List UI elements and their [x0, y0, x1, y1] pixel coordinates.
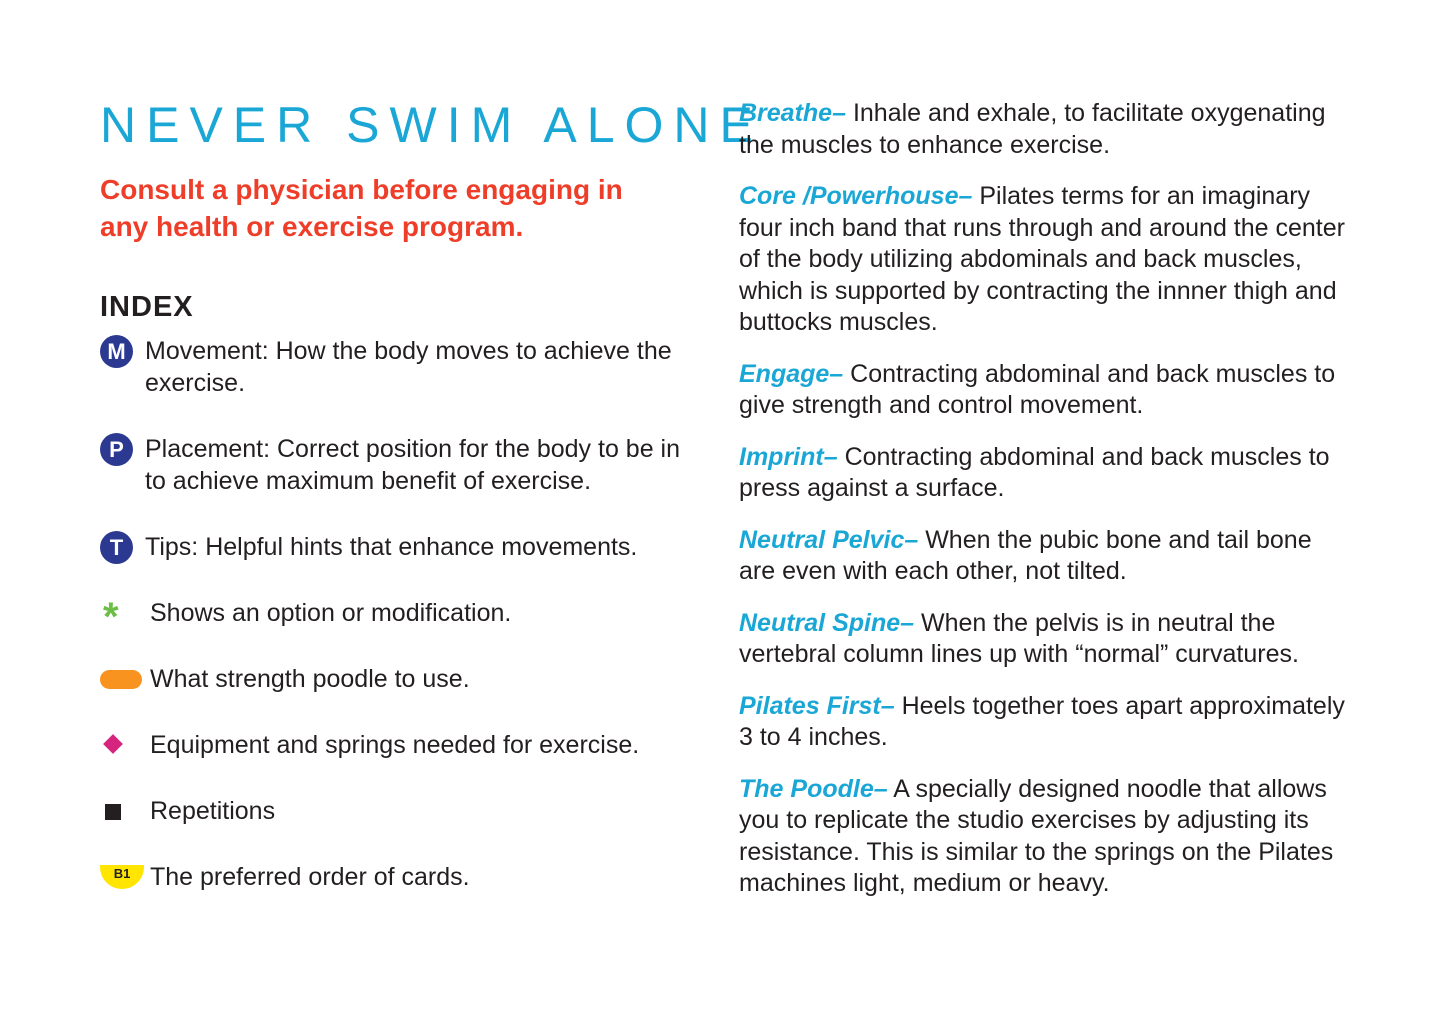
black-square-icon [105, 804, 121, 820]
index-item-label: Tips: Helpful hints that enhance movements. [145, 533, 638, 561]
index-item-label: Repetitions [150, 797, 276, 825]
tips-circle-icon: T [100, 531, 133, 564]
page-title: NEVER SWIM ALONE [100, 97, 763, 153]
glossary-entry [739, 181, 1349, 339]
index-item-label: What strength poodle to use. [150, 665, 470, 693]
glossary-entry [739, 691, 1349, 754]
glossary-term: Engage– [739, 359, 844, 388]
glossary-definition: Pilates terms for an imaginary four inch band that runs through and around the center of the body utilizing abdominals and back muscles, which is supported by contracting the innner thigh and buttocks muscles. [739, 182, 1345, 336]
glossary-entry [739, 608, 1349, 671]
glossary-term: Imprint– [739, 442, 838, 471]
orange-pill-icon [100, 670, 142, 689]
asterisk-icon: * [103, 595, 119, 639]
glossary-list [739, 98, 1349, 900]
physician-warning: Consult a physician before engaging in any health or exercise program. [100, 174, 623, 242]
glossary-entry [739, 98, 1349, 161]
index-item-card-order [100, 861, 700, 893]
glossary-definition: A specially designed noodle that allows you to replicate the studio exercises by adjusting its resistance. This is similar to the springs on the Pilates machines light, medium or heavy. [739, 774, 1334, 897]
index-item-label: Placement: Correct position for the body to be in to achieve maximum benefit of exercise. [145, 435, 681, 495]
index-item-poodle-strength [100, 663, 700, 695]
index-item-repetitions [100, 795, 700, 827]
glossary-entry [739, 774, 1349, 900]
glossary-definition: Contracting abdominal and back muscles to press against a surface. [739, 442, 1330, 502]
index-item-option [100, 595, 700, 639]
index-heading: INDEX [100, 291, 194, 323]
glossary-definition: When the pelvis is in neutral the vertebral column lines up with “normal” curvatures. [739, 608, 1299, 668]
index-item-label: Shows an option or modification. [150, 599, 512, 627]
glossary-definition: Contracting abdominal and back muscles to give strength and control movement. [739, 359, 1336, 419]
glossary-definition: Inhale and exhale, to facilitate oxygenating the muscles to enhance exercise. [739, 99, 1326, 159]
glossary-term: Breathe– [739, 99, 846, 127]
glossary-term: The Poodle– [739, 774, 888, 803]
left-column [100, 95, 763, 893]
index-item-movement [100, 335, 700, 399]
glossary-entry [739, 442, 1349, 505]
glossary-term: Neutral Spine– [739, 608, 915, 637]
index-item-label: Equipment and springs needed for exercise. [150, 731, 640, 759]
glossary-entry [739, 359, 1349, 422]
yellow-card-badge-icon: B1 [100, 865, 144, 889]
glossary-term: Pilates First– [739, 691, 895, 720]
index-item-tips [100, 531, 700, 563]
glossary-column [739, 98, 1349, 900]
placement-circle-icon: P [100, 433, 133, 466]
index-list [100, 335, 710, 893]
glossary-term: Core /Powerhouse– [739, 182, 973, 210]
index-item-placement [100, 433, 700, 497]
index-item-equipment [100, 729, 700, 761]
magenta-diamond-icon [103, 734, 123, 754]
movement-circle-icon: M [100, 335, 133, 368]
glossary-definition: Heels together toes apart approximately 3 to 4 inches. [739, 691, 1345, 751]
glossary-definition: When the pubic bone and tail bone are even with each other, not tilted. [739, 525, 1312, 585]
glossary-term: Neutral Pelvic– [739, 525, 919, 554]
index-item-label: Movement: How the body moves to achieve the exercise. [145, 337, 672, 397]
glossary-entry [739, 525, 1349, 588]
index-item-label: The preferred order of cards. [150, 863, 470, 891]
